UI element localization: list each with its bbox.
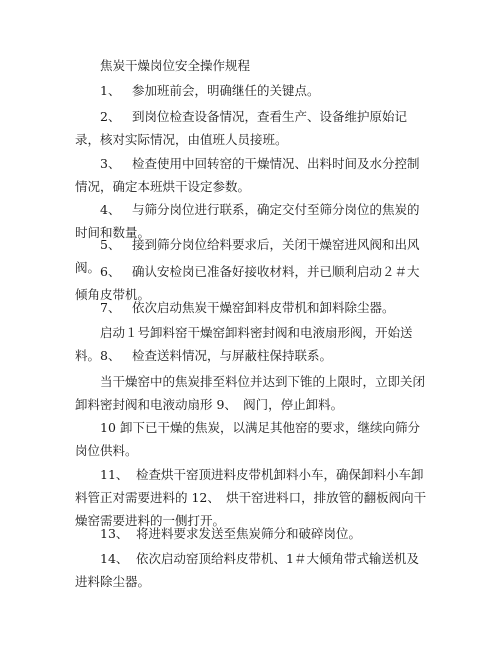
paragraph-7	[75, 296, 427, 319]
paragraph-8	[75, 344, 427, 367]
paragraph-text: 到岗位检查设备情况，查看生产、设备维护原始记录，核对实际情况，由值班人员接班。	[75, 109, 408, 147]
paragraph-text: 启动１号卸料窑干燥窑卸料密封阀和电液扇形阀，开始送料。	[75, 325, 413, 363]
item-number: 2、	[100, 109, 121, 124]
item-number: 6、	[100, 264, 121, 279]
item-number: 4、	[100, 202, 121, 217]
paragraph-text: 依次启动焦炭干燥窑卸料皮带机和卸料除尘器。	[132, 300, 395, 315]
item-number: 7、	[100, 300, 121, 315]
paragraph-stop-unload	[75, 370, 427, 416]
paragraph-text: 参加班前会，明确继任的关键点。	[132, 83, 320, 98]
paragraph-text: 卸下已干燥的焦炭，以满足其他窑的要求，继续向筛分岗位供料。	[75, 420, 421, 458]
item-number: 13、	[100, 526, 129, 541]
paragraph-13	[75, 522, 427, 545]
item-number: 11、	[100, 467, 129, 482]
item-number: 10	[100, 420, 116, 435]
paragraph-10	[75, 416, 427, 462]
paragraph-text: 检查使用中回转窑的干燥情况、出料时间及水分控制情况，确定本班烘干设定参数。	[75, 156, 420, 194]
paragraph-1	[75, 79, 427, 102]
paragraph-2	[75, 105, 427, 151]
paragraph-14	[75, 547, 427, 593]
item-number: 5、	[100, 237, 121, 252]
paragraph-text: 接到筛分岗位给料要求后，关闭干燥窑进风阀和出风阀。	[75, 237, 420, 275]
paragraph-text: 依次启动窑顶给料皮带机、1＃大倾角带式输送机及进料除尘器。	[75, 551, 419, 589]
item-number: 3、	[100, 156, 121, 171]
paragraph-text: 当干燥窑中的焦炭排至料位并达到下锥的上限时，立即关闭卸料密封阀和电液动扇形 9、 阀门，停止卸料。	[75, 374, 426, 412]
document-title: 焦炭干燥岗位安全操作规程	[100, 58, 251, 73]
paragraph-text: 确认安检岗已准备好接收材料，并已顺利启动２＃大倾角皮带机。	[75, 264, 420, 302]
paragraph-3	[75, 152, 427, 198]
item-number: 1、	[100, 83, 121, 98]
item-number: 14、	[100, 551, 129, 566]
paragraph-text: 将进料要求发送至焦炭筛分和破碎岗位。	[136, 526, 362, 541]
paragraph-text: 检查烘干窑顶进料皮带机卸料小车，确保卸料小车卸料管正对需要进料的 12、 烘干窑进料口，排放管的翻板阀向干燥窑需要进料的一侧打开。	[75, 467, 427, 528]
item-number: 8、	[100, 348, 121, 363]
paragraph-text: 检查送料情况，与屏蔽柱保持联系。	[132, 348, 333, 363]
paragraph-text: 与筛分岗位进行联系，确定交付至筛分岗位的焦炭的时间和数量。	[75, 202, 420, 240]
